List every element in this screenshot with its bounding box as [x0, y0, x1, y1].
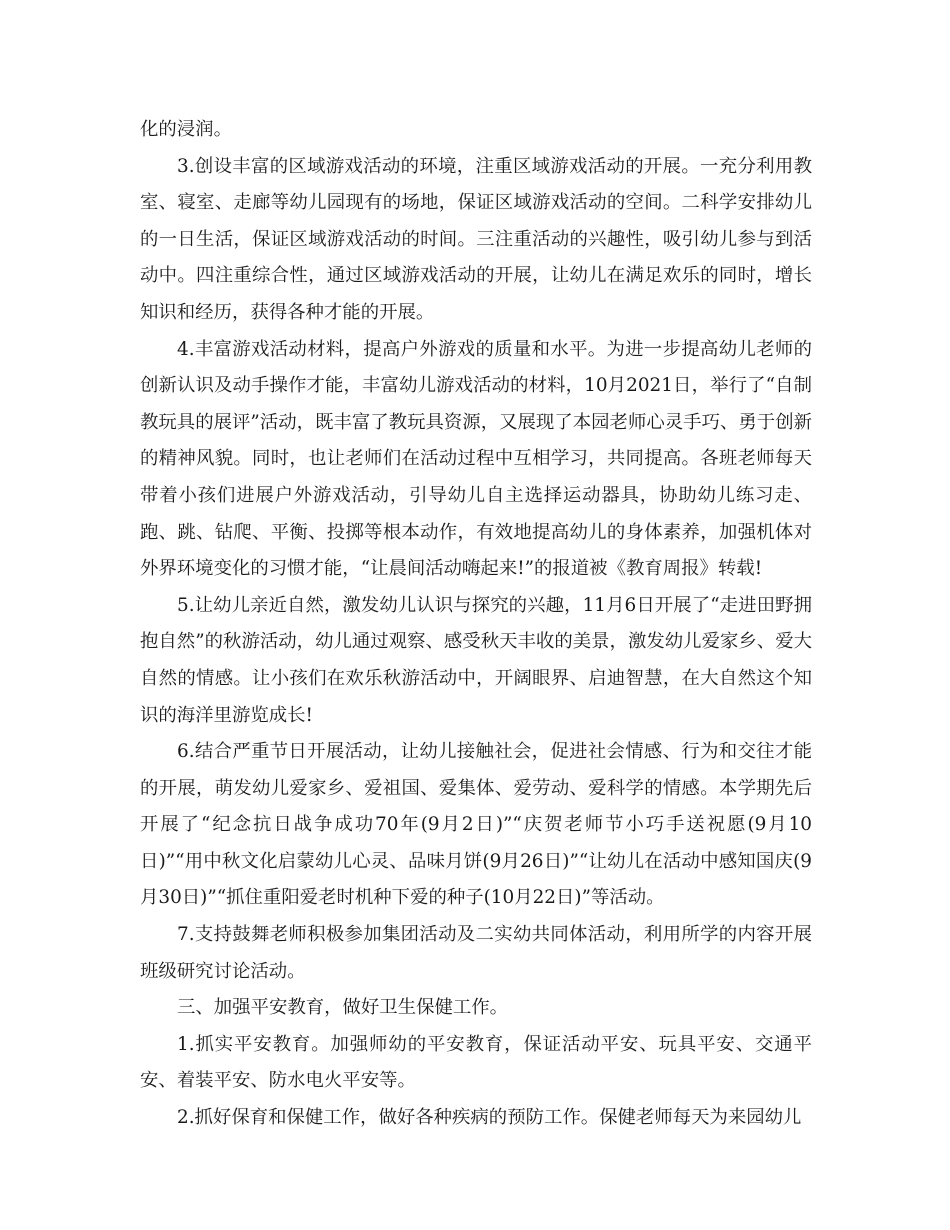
paragraph-safety-2: 2.抓好保育和保健工作，做好各种疾病的预防工作。保健老师每天为来园幼儿: [177, 1107, 802, 1129]
paragraph-item-3: 3.创设丰富的区域游戏活动的环境，注重区域游戏活动的开展。一充分利用教室、寝室、走廊等幼儿园现有的场地，保证区域游戏活动的空间。二科学安排幼儿的一日生活，保证区域游戏活动的时间。三注重活动的兴趣性，吸引幼儿参与到活动中。四注重综合性，通过区域游戏活动的开展，让幼儿在满足欢乐的同时，增长知识和经历，获得各种才能的开展。: [140, 155, 812, 323]
paragraph-item-7: 7.支持鼓舞老师积极参加集团活动及二实幼共同体活动，利用所学的内容开展班级研究讨论活动。: [140, 924, 812, 982]
paragraph-continuation: 化的浸润。: [140, 119, 232, 140]
paragraph-safety-1: 1.抓实平安教育。加强师幼的平安教育，保证活动平安、玩具平安、交通平安、着装平安、防水电火平安等。: [140, 1033, 812, 1092]
document-body: [140, 112, 812, 1137]
section-heading-3: 三、加强平安教育，做好卫生保健工作。: [177, 997, 509, 1019]
paragraph-item-6: 6.结合严重节日开展活动，让幼儿接触社会，促进社会情感、行为和交往才能的开展，萌发幼儿爱家乡、爱祖国、爱集体、爱劳动、爱科学的情感。本学期先后开展了“纪念抗日战争成功70年(9月2日)”“庆贺老师节小巧手送祝愿(9月10日)”“用中秋文化启蒙幼儿心灵、品味月饼(9月26日)”“让幼儿在活动中感知国庆(9月30日)”“抓住重阳爱老时机种下爱的种子(10月22日)”等活动。: [140, 741, 812, 909]
paragraph-item-4: 4.丰富游戏活动材料，提高户外游戏的质量和水平。为进一步提高幼儿老师的创新认识及动手操作才能，丰富幼儿游戏活动的材料，10月2021日，举行了“自制教玩具的展评”活动，既丰富了教玩具资源，又展现了本园老师心灵手巧、勇于创新的精神风貌。同时，也让老师们在活动过程中互相学习，共同提高。各班老师每天带着小孩们进展户外游戏活动，引导幼儿自主选择运动器具，协助幼儿练习走、跑、跳、钻爬、平衡、投掷等根本动作，有效地提高幼儿的身体素养，加强机体对外界环境变化的习惯才能，“让晨间活动嗨起来!”的报道被《教育周报》转载!: [140, 338, 812, 580]
paragraph-item-5: 5.让幼儿亲近自然，激发幼儿认识与探究的兴趣，11月6日开展了“走进田野拥抱自然”的秋游活动，幼儿通过观察、感受秋天丰收的美景，激发幼儿爱家乡、爱大自然的情感。让小孩们在欢乐秋游活动中，开阔眼界、启迪智慧，在大自然这个知识的海洋里游览成长!: [140, 594, 812, 726]
